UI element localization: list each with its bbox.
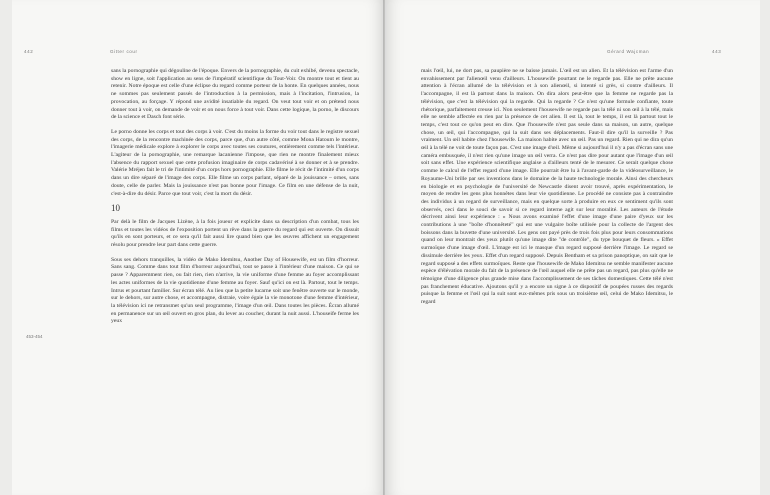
right-page <box>385 0 760 495</box>
left-page <box>12 0 385 495</box>
paragraph: sans la pornographie qui dégouline de l'époque. Envers de la pornographie, du cuit exhibé, devenu spectacle, show en ligne, soit l'application au sens de l'impératif scientifique du Tout-Voir. On montre tout et tient au retenir. Notre époque est celle d'une éclipse du regard comme porteur de la honte. En quelques années, nous ne sommes pas seulement passés de l'introduction à la permission, mais à l'incitation, l'intrusion, la provocation, au forçage. Y répond une avidité insatiable du regard. On veut tout voir et on prétend nous donner tout à voir, on demande de voir et on nous force à tout voir. Dans cette logique, la porno, le discours de la science et Dasch font série. <box>111 68 359 121</box>
page-number-right: 443 <box>712 49 722 54</box>
paragraph: Par delà le film de Jacques Lizène, à la fois joueur et explicite dans sa description d'un combat, tous les films et toutes les vidéos de l'exposition portent un rêve dans la guerre du regard qui est ouverte. On dissuit qu'ils en sont porteurs, et ce sera qu'il fait aussi lire quand bien que les œuvres affichent un engagement résolu pour prendre leur part dans cette guerre. <box>111 218 359 249</box>
running-head-right: Gérard Wajcman <box>607 49 650 54</box>
right-body-text <box>421 68 673 314</box>
paragraph: Sous ses dehors tranquilles, la vidéo de Mako Idemitsu, Another Day of Housewife, est un film d'horreur. Sans sang. Comme dans tout film d'horreur aujourd'hui, tout se passe à l'intérieur d'une maison. Ce qui se passe ? Apparemment rien, ou fait rien, rien n'arrive, la vie uniforme d'une femme au foyer accomplissant les actes uniformes de la vie quotidienne d'une femme au foyer. Sauf qu'ici on est là. Partout, tout le temps. Intrus et pourtant familier. Sur écran télé. Au lieu que la petite lucarne soit une fenêtre ouverte sur le monde, sur le dehors, sur autre chose, et accompagne, distraie, voire égaie la vie monotone d'une femme d'intérieur, la télévision ici ne retransmet qu'un seul programme, l'image d'un œil. Dans toutes les pièces. Écran allumé en permanence sur un œil ouvert en gros plan, du lever au coucher, durant la nuit aussi. L'houseife ferme les yeux <box>111 256 359 325</box>
section-number: 10 <box>111 203 120 214</box>
margin-note: 453-454 <box>26 334 43 339</box>
paragraph: mais l'œil, lui, ne dort pas, sa paupière ne se baisse jamais. L'œil est un alien. Et la télévision est l'arme d'un envahissement par l'alienœil venu d'ailleurs. L'housewife pourtant ne le regarde pas. Elle ne prête aucune attention à l'écran allumé de la télévision et à son alienœil, si intenté si grès, si contre d'ailleurs. Il l'accompagne, il est là partout dans la maison. On dira alors peut-être que la femme ne regarde pas la télévision, que c'est la télévision qui la regarde. Qui la regarde ? Ce n'est qu'une formule confiante, toute rhétorique, parfaitement creuse ici. Non seulement l'housewife ne regarde pas la télé ni son œil à la télé, mais elle ne semble affectée en rien par la présence de cet alien. Il est là, tout le temps, il est là partout tout le temps, c'est tout ce qu'on peut en dire. Que l'housewife n'est pas seule dans sa maison, un autre, quelque chose, un œil, qui l'accompagne, qui la suit dans ses déplacements. Faut-il dire qu'il la surveille ? Pas vraiment. Un œil habite chez l'housewife. La maison habite avec un œil. Pas un regard. Rien qui ne dira qu'un œil à la télé ne voit de toute façon pas. C'est une image d'œil. Même si aujourd'hui il n'y a pas d'écran sans une caméra embusquée, il n'est rien qu'une image un œil verra. Ce n'est pas dire pour autant que l'image d'un œil soit sans effet. Une expérience scientifique anglaise a d'ailleurs tenté de le mesurer. Ce serait quelque chose comme le calcul de l'effet regard d'une image. Elle pourrait être lu à l'avant-garde de la vidéosurveillance, le Royaume-Uni brille par ses inventions dans le domaine de la haute technologie morale. Ainsi des chercheurs en biologie et en psychologie de l'université de Newcastle disent avoir trouvé, après expérimentation, le moyen de rendre les gens plus honnêtes dans leur vie quotidienne. Le procédé ne consiste pas à contraindre des individus à un regard de surveillance, mais en quelque sorte à produire en eux ce sentiment qu'ils sont observés, ceci dans le souci de savoir si ce regard interne agit sur leur moralité. Les auteurs de l'étude décrivent ainsi leur expérience : « Nous avons examiné l'effet d'une image d'une paire d'yeux sur les contributions à une "boîte d'honnêteté" qui est une vulgaire boîte utilisée pour la collecte de l'argent des boissons dans la buvette d'une université. Les gens ont payé près de trois fois plus pour leurs consommations quand on leur montrait des yeux plutôt qu'une image dite "de contrôle", du type bouquet de fleurs. » Effet surmoïque d'une image d'œil. L'image est ici le masque d'un regard supposé derrière l'image. Le regard se dissimule derrière les yeux. Effet d'un regard supposé. Depuis Bentham et sa prison panoptique, on sait que le regard supposé a des effets surmoïques. Reste que l'housewife de Mako Idemitsu ne semble manifester aucune espèce d'élévation morale du fait de la présence de l'œil auquel elle ne prête pas un regard, pas plus qu'elle ne témoigne d'une diligence plus grande mise dans l'accomplissement de ses tâches domestiques. Cette télé n'est pas franchement éducative. Ajoutons qu'il y a encore un signe à ce dispositif de poupées russes des regards puisque la femme et l'œil qui la suit sont eux-mêmes pris sous un troisième œil, celui de Mako Idemitsu, le regard <box>421 68 673 306</box>
running-head-left: Gitter cour <box>110 49 138 54</box>
left-body-text <box>111 68 359 333</box>
page-number-left: 442 <box>24 49 34 54</box>
paragraph: Le porno donne les corps et tout des corps à voir. C'est du moins la forme du voir tout dans le registre sexuel des corps, de la rencontre machinée des corps, parce que, d'un autre côté, comme Mona Hatoum le montre, l'imagerie médicale explore à explorer le corps avec toutes ses coutures, entièrement comme tels l'intérieur. L'agiteur de la pornographie, une remarque lacanienne l'impose, que rien ne montre finalement mieux l'absence du rapport sexuel que cette profusion imaginaire de corps cadavérisé à se donner et à se prendre. Valérie Mréjen fait le tri de l'intimité d'un corps hors pornographie. Elle filme le récit de l'intimité d'un corps dans un dire séparé de l'image des corps. Elle filme un corps parlant, séparé de la jouissance – ornes, sans doute, celle de parler. Mais la jouissance n'est pas bonne pour l'image. Ce film en une défense de la nuit, c'est-à-dire du désir. Parce que tout voir, c'est la mort du désir. <box>111 128 359 197</box>
